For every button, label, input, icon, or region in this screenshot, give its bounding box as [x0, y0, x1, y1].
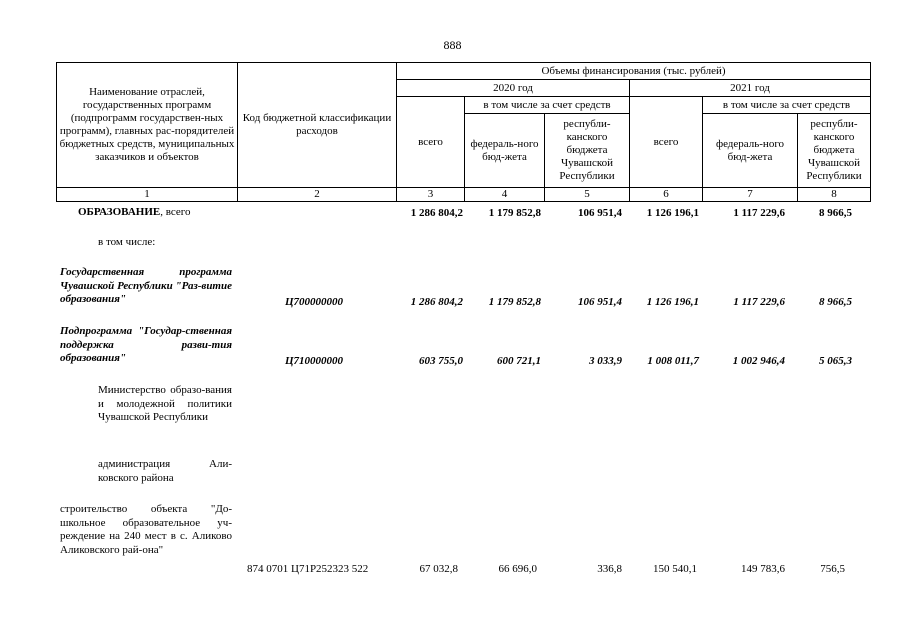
header-republic-2021: республи-канского бюджета Чувашской Республики	[797, 113, 871, 188]
colnum-5: 5	[544, 187, 630, 202]
education-total-2020: 1 286 804,2	[410, 207, 463, 219]
construction-republic-2020: 336,8	[597, 563, 622, 575]
program-total-2020: 1 286 804,2	[410, 296, 463, 308]
construction-total-2020: 67 032,8	[419, 563, 458, 575]
construction-code: 874 0701 Ц71Р252323 522	[247, 563, 369, 575]
header-name-column: Наименование отраслей, государственных программ (подпрограмм государствен-ных программ), главных рас-порядителей бюджетных средств, муниципальных заказчиков и объектов	[56, 62, 238, 188]
colnum-4: 4	[464, 187, 545, 202]
header-federal-2021: федераль-ного бюд-жета	[702, 113, 798, 188]
education-federal-2021: 1 117 229,6	[733, 207, 785, 219]
subprogram-total-2020: 603 755,0	[419, 355, 463, 367]
row-ministry-label: Министерство образо-вания и молодежной политики Чувашской Республики	[98, 384, 232, 423]
colnum-6: 6	[629, 187, 703, 202]
construction-federal-2020: 66 696,0	[498, 563, 537, 575]
education-bold-label: ОБРАЗОВАНИЕ	[78, 206, 161, 218]
colnum-3: 3	[396, 187, 465, 202]
header-including-2021: в том числе за счет средств	[702, 96, 871, 114]
colnum-7: 7	[702, 187, 798, 202]
program-total-2021: 1 126 196,1	[646, 296, 699, 308]
education-total-2021: 1 126 196,1	[646, 207, 699, 219]
row-program-label: Государственная программа Чувашской Республики "Раз-витие образования"	[60, 266, 232, 305]
row-education-label	[78, 206, 191, 220]
row-including-label: в том числе:	[98, 236, 156, 248]
education-federal-2020: 1 179 852,8	[488, 207, 541, 219]
construction-republic-2021: 756,5	[820, 563, 845, 575]
construction-total-2021: 150 540,1	[653, 563, 697, 575]
program-federal-2021: 1 117 229,6	[733, 296, 785, 308]
header-including-2020: в том числе за счет средств	[464, 96, 630, 114]
header-federal-2020: федераль-ного бюд-жета	[464, 113, 545, 188]
subprogram-code: Ц710000000	[285, 355, 344, 367]
row-construction-label: строительство объекта "До-школьное образовательное уч-реждение на 240 мест в с. Аликово Аликовского рай-она"	[60, 503, 232, 556]
subprogram-federal-2020: 600 721,1	[497, 355, 541, 367]
subprogram-total-2021: 1 008 011,7	[647, 355, 699, 367]
subprogram-republic-2020: 3 033,9	[589, 355, 622, 367]
education-label-rest: , всего	[160, 206, 191, 218]
education-republic-2020: 106 951,4	[578, 207, 622, 219]
header-republic-2020: республи-канского бюджета Чувашской Республики	[544, 113, 630, 188]
colnum-2: 2	[237, 187, 397, 202]
construction-federal-2021: 149 783,6	[741, 563, 785, 575]
header-total-2021: всего	[629, 96, 703, 188]
header-code-column: Код бюджетной классификации расходов	[237, 62, 397, 188]
program-republic-2021: 8 966,5	[819, 296, 852, 308]
header-volumes: Объемы финансирования (тыс. рублей)	[396, 62, 871, 80]
page-number: 888	[443, 38, 462, 52]
subprogram-republic-2021: 5 065,3	[819, 355, 852, 367]
colnum-8: 8	[797, 187, 871, 202]
program-federal-2020: 1 179 852,8	[488, 296, 541, 308]
program-code: Ц700000000	[285, 296, 344, 308]
education-republic-2021: 8 966,5	[819, 207, 852, 219]
header-year-2021: 2021 год	[629, 79, 871, 97]
subprogram-federal-2021: 1 002 946,4	[732, 355, 785, 367]
row-subprogram-label: Подпрограмма "Государ-ственная поддержка разви-тия образования"	[60, 325, 232, 364]
program-republic-2020: 106 951,4	[578, 296, 622, 308]
header-total-2020: всего	[396, 96, 465, 188]
header-year-2020: 2020 год	[396, 79, 630, 97]
colnum-1: 1	[56, 187, 238, 202]
row-admin-label: администрация Али-ковского района	[98, 458, 232, 484]
